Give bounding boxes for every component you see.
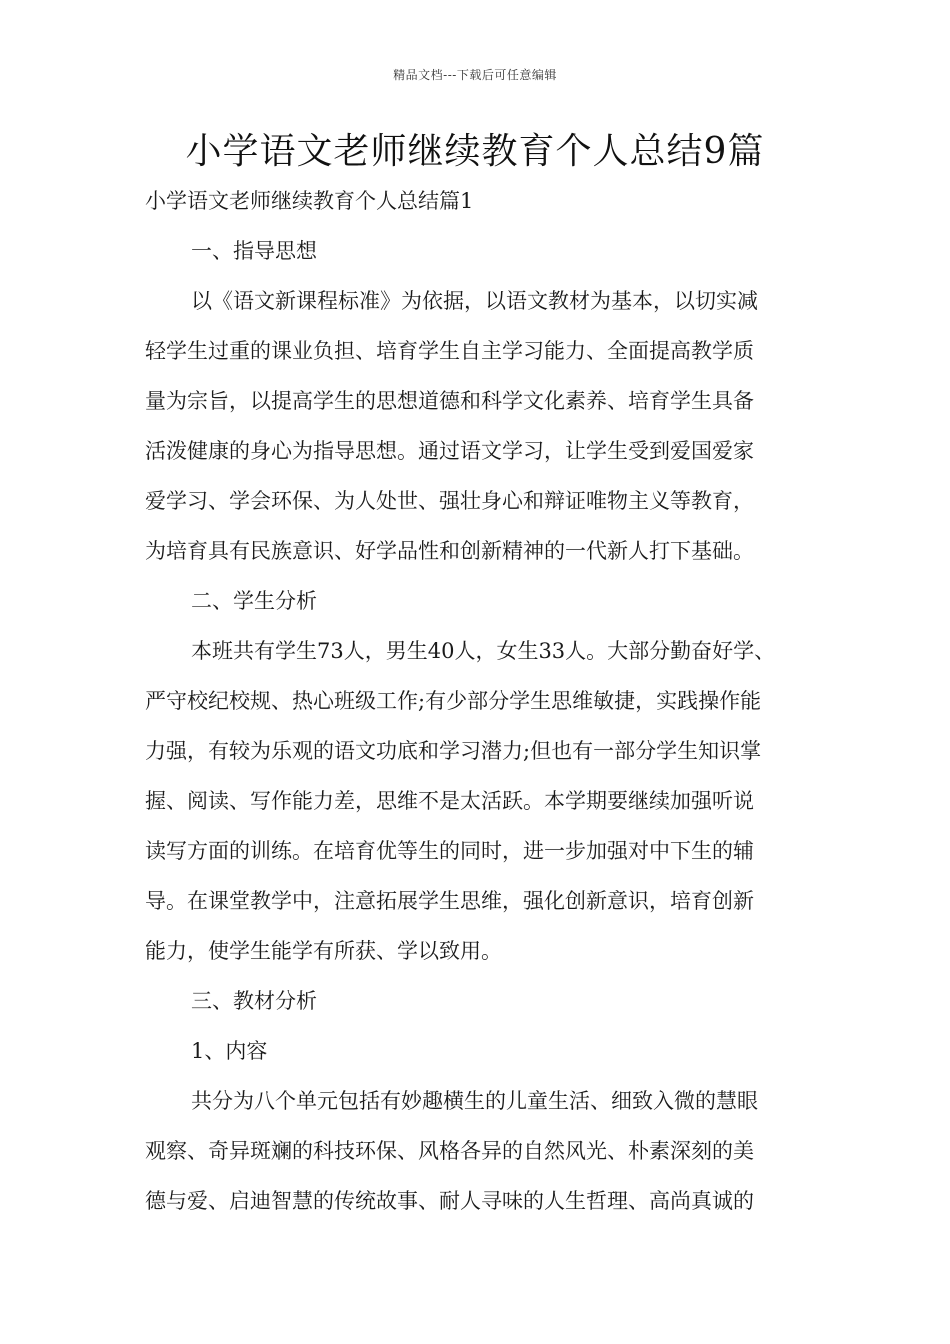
document-title: 小学语文老师继续教育个人总结9篇: [185, 131, 765, 172]
section-subtitle: 小学语文老师继续教育个人总结篇1: [145, 189, 474, 213]
paragraph-line: 读写方面的训练。在培育优等生的同时，进一步加强对中下生的辅: [145, 839, 754, 863]
header-note: 精品文档---下载后可任意编辑: [393, 68, 557, 82]
paragraph-line: 握、阅读、写作能力差，思维不是太活跃。本学期要继续加强听说: [145, 789, 754, 813]
heading-content: 1、内容: [191, 1039, 268, 1063]
paragraph-line: 爱学习、学会环保、为人处世、强壮身心和辩证唯物主义等教育，: [145, 489, 754, 513]
paragraph-line: 导。在课堂教学中，注意拓展学生思维，强化创新意识，培育创新: [145, 889, 754, 913]
paragraph-line: 共分为八个单元包括有妙趣横生的儿童生活、细致入微的慧眼: [191, 1089, 758, 1113]
heading-guiding-ideology: 一、指导思想: [191, 239, 317, 263]
paragraph-line: 轻学生过重的课业负担、培育学生自主学习能力、全面提高教学质: [145, 339, 754, 363]
heading-textbook-analysis: 三、教材分析: [191, 989, 317, 1013]
paragraph-line: 量为宗旨，以提高学生的思想道德和科学文化素养、培育学生具备: [145, 389, 754, 413]
paragraph-line: 以《语文新课程标准》为依据，以语文教材为基本，以切实减: [191, 289, 758, 313]
document-body: [145, 236, 820, 1236]
paragraph-line: 力强，有较为乐观的语文功底和学习潜力;但也有一部分学生知识掌: [145, 739, 762, 763]
paragraph-line: 活泼健康的身心为指导思想。通过语文学习，让学生受到爱国爱家: [145, 439, 754, 463]
paragraph-line: 严守校纪校规、热心班级工作;有少部分学生思维敏捷，实践操作能: [145, 689, 762, 713]
paragraph-line: 为培育具有民族意识、好学品性和创新精神的一代新人打下基础。: [145, 539, 754, 563]
paragraph-line: 能力，使学生能学有所获、学以致用。: [145, 939, 502, 963]
heading-student-analysis: 二、学生分析: [191, 589, 317, 613]
paragraph-line: 观察、奇异斑斓的科技环保、风格各异的自然风光、朴素深刻的美: [145, 1139, 754, 1163]
paragraph-line: 德与爱、启迪智慧的传统故事、耐人寻味的人生哲理、高尚真诚的: [145, 1189, 754, 1213]
paragraph-line: 本班共有学生73人，男生40人，女生33人。大部分勤奋好学、: [191, 639, 776, 663]
